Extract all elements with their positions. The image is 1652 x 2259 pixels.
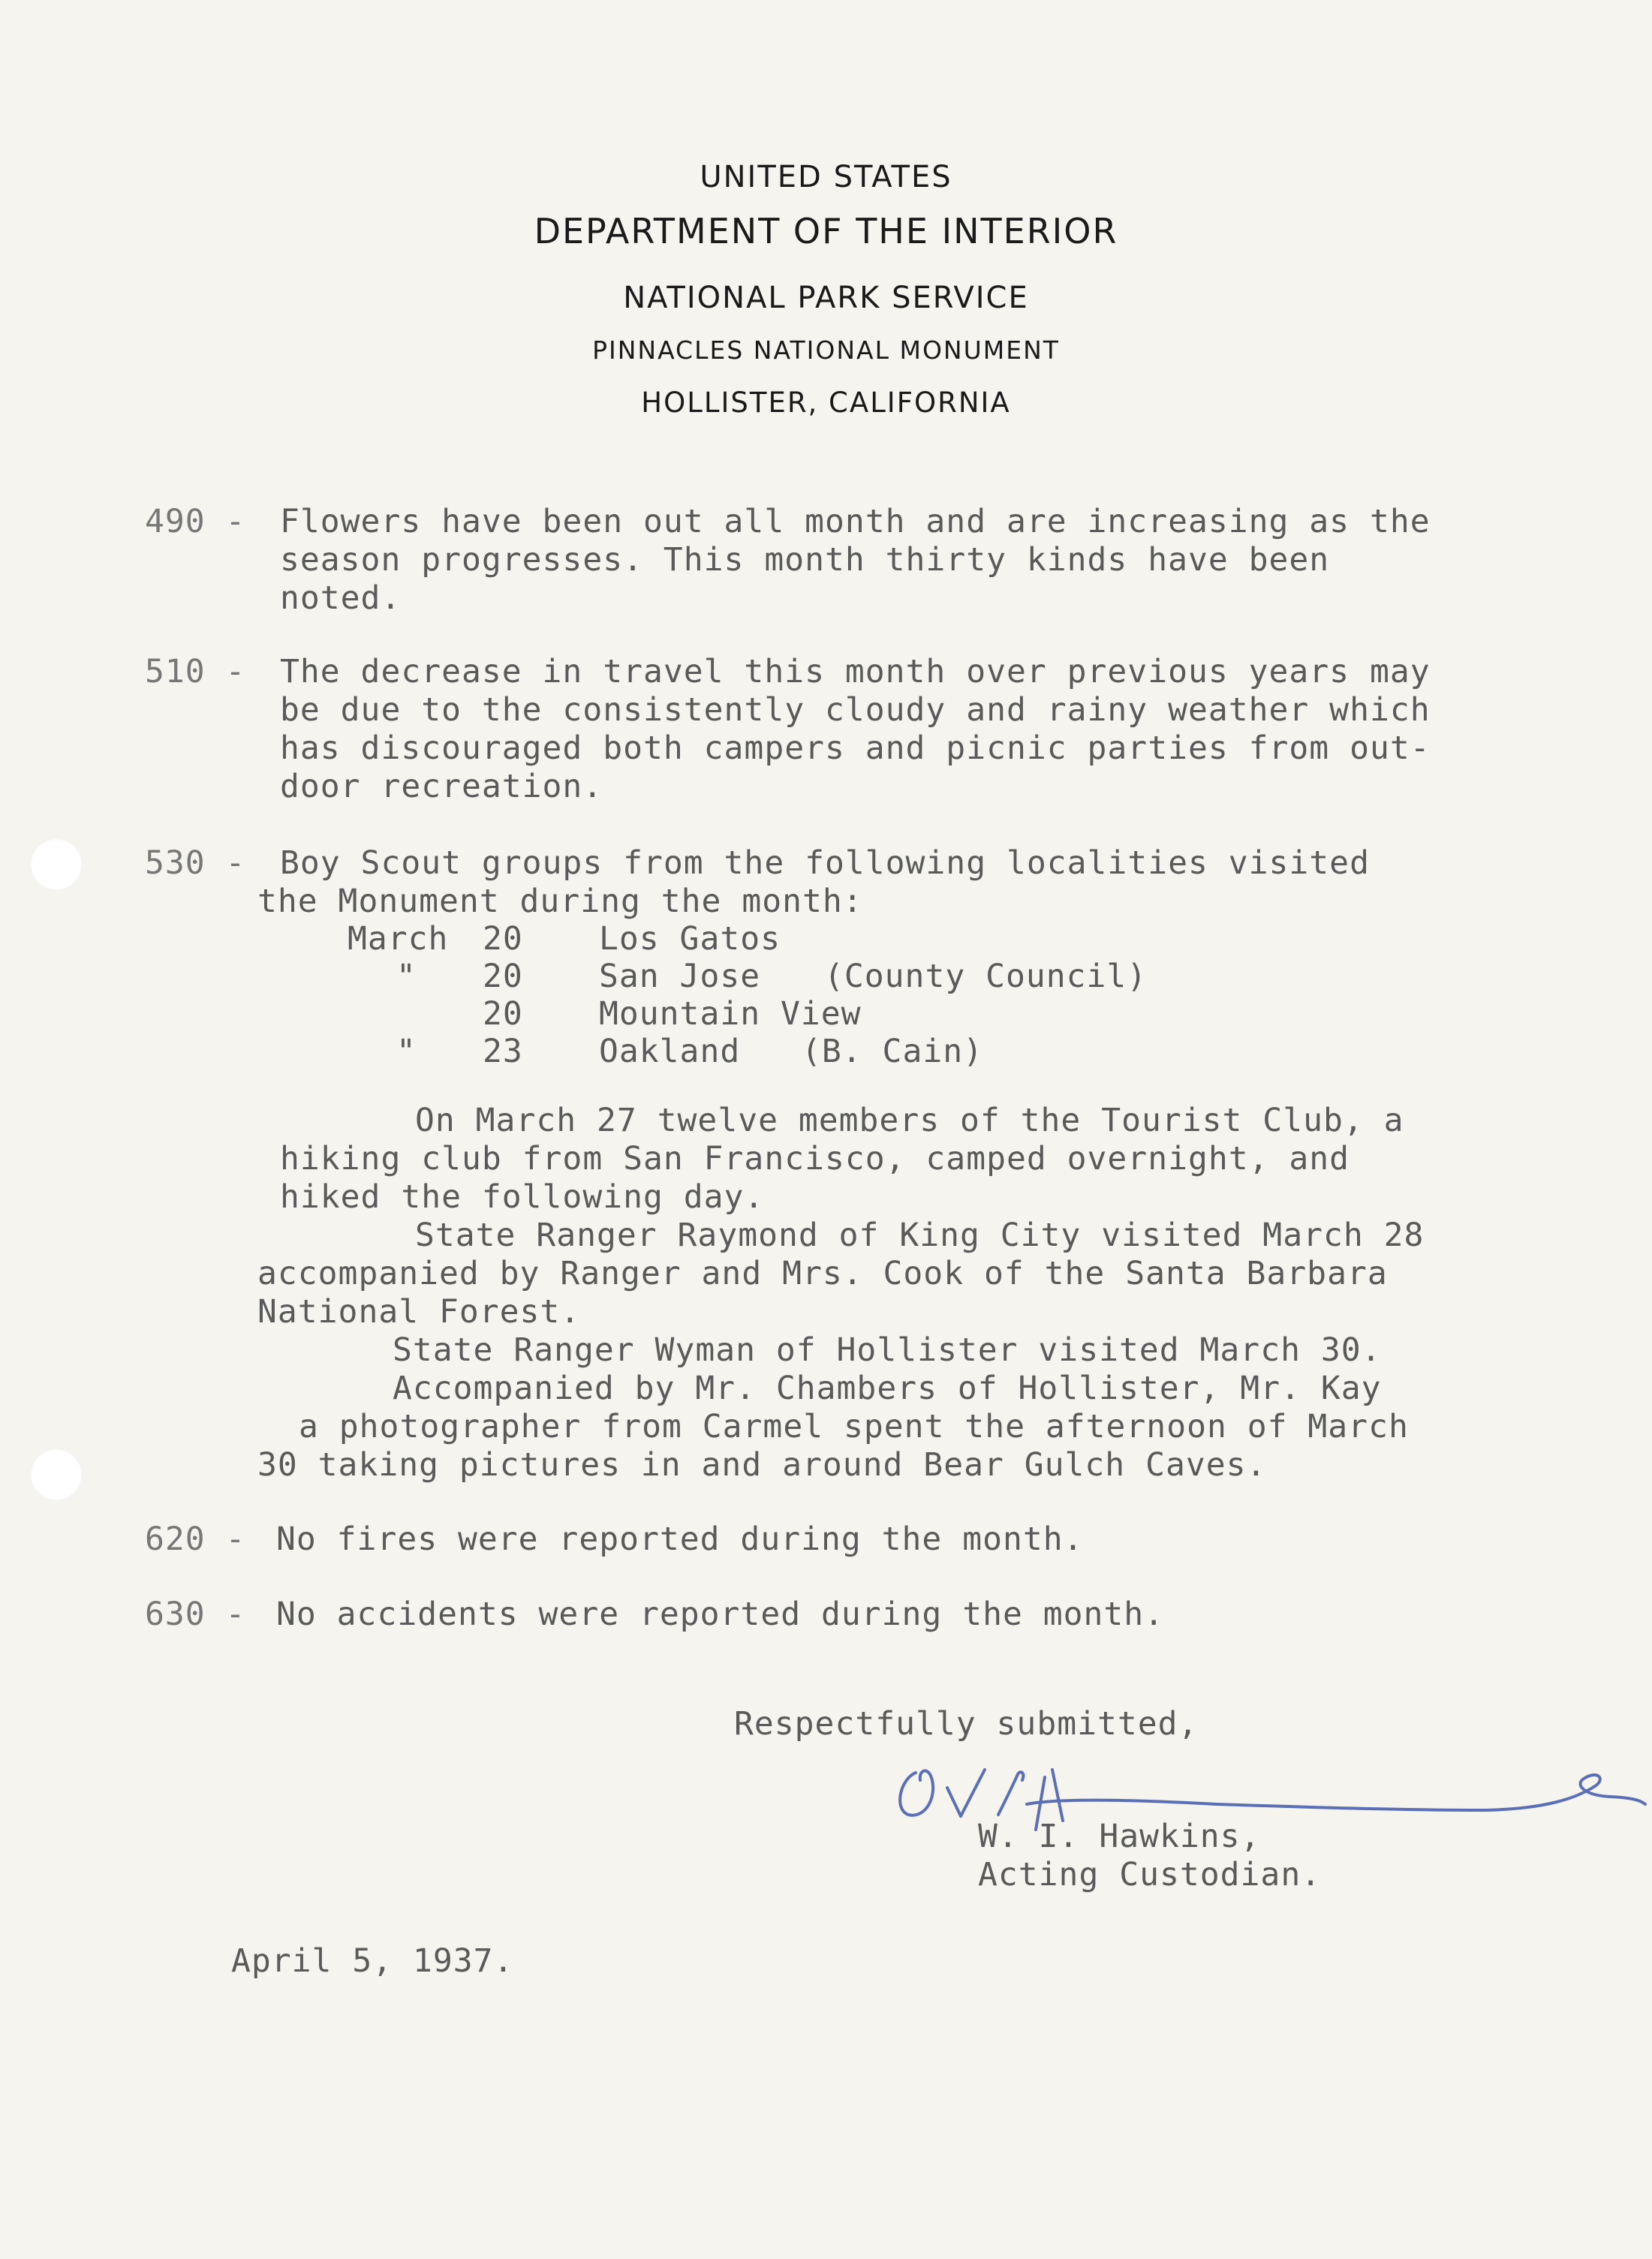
item-530-line-2: the Monument during the month: bbox=[257, 883, 863, 920]
closing-text: Respectfully submitted, bbox=[734, 1705, 1199, 1743]
letterhead-service: NATIONAL PARK SERVICE bbox=[623, 281, 1029, 315]
tourist-club-line-2: hiking club from San Francisco, camped overnight, and bbox=[280, 1140, 1350, 1178]
letterhead-monument: PINNACLES NATIONAL MONUMENT bbox=[592, 335, 1060, 365]
binder-hole-bottom bbox=[30, 1448, 83, 1501]
binder-hole-top bbox=[30, 838, 83, 891]
visit-day: 23 bbox=[483, 1033, 523, 1070]
item-510-line-4: door recreation. bbox=[280, 768, 603, 805]
item-code-490: 490 - bbox=[145, 503, 246, 540]
visit-day: 20 bbox=[483, 958, 523, 995]
raymond-line-3: National Forest. bbox=[257, 1293, 581, 1331]
visit-month: " bbox=[396, 958, 417, 995]
visit-note: (B. Cain) bbox=[802, 1033, 983, 1070]
item-code-620: 620 - bbox=[145, 1521, 246, 1558]
item-630-text: No accidents were reported during the month. bbox=[276, 1596, 1165, 1633]
photographer-line-1: Accompanied by Mr. Chambers of Hollister, Mr. Kay bbox=[393, 1370, 1382, 1407]
item-510-line-2: be due to the consistently cloudy and rainy weather which bbox=[280, 691, 1431, 729]
visit-day: 20 bbox=[483, 995, 523, 1033]
visit-note: (County Council) bbox=[824, 958, 1148, 995]
letterhead-department: DEPARTMENT OF THE INTERIOR bbox=[534, 211, 1118, 251]
visit-place: Oakland bbox=[599, 1033, 741, 1070]
photographer-line-2: a photographer from Carmel spent the afternoon of March bbox=[299, 1408, 1409, 1445]
visit-month: " bbox=[396, 1033, 417, 1070]
item-530-line-1: Boy Scout groups from the following localities visited bbox=[280, 844, 1370, 882]
item-code-510: 510 - bbox=[145, 653, 246, 690]
item-490-line-3: noted. bbox=[280, 579, 402, 617]
tourist-club-line-3: hiked the following day. bbox=[280, 1178, 765, 1216]
letterhead-location: HOLLISTER, CALIFORNIA bbox=[641, 387, 1011, 419]
photographer-line-3: 30 taking pictures in and around Bear Gulch Caves. bbox=[257, 1446, 1267, 1484]
wyman-line: State Ranger Wyman of Hollister visited March 30. bbox=[393, 1331, 1382, 1369]
visit-month: March bbox=[348, 920, 449, 958]
item-510-line-1: The decrease in travel this month over previous years may bbox=[280, 653, 1431, 690]
item-620-text: No fires were reported during the month. bbox=[276, 1521, 1084, 1558]
item-490-line-1: Flowers have been out all month and are increasing as the bbox=[280, 503, 1431, 540]
raymond-line-1: State Ranger Raymond of King City visited March 28 bbox=[415, 1217, 1425, 1254]
visit-place: Los Gatos bbox=[599, 920, 781, 958]
letterhead-country: UNITED STATES bbox=[700, 160, 952, 194]
visit-day: 20 bbox=[483, 920, 523, 958]
visit-place: San Jose bbox=[599, 958, 761, 995]
item-490-line-2: season progresses. This month thirty kinds have been bbox=[280, 541, 1330, 579]
document-date: April 5, 1937. bbox=[231, 1942, 514, 1980]
tourist-club-line-1: On March 27 twelve members of the Tourist Club, a bbox=[415, 1102, 1404, 1139]
item-code-630: 630 - bbox=[145, 1596, 246, 1633]
signer-title: Acting Custodian. bbox=[978, 1856, 1322, 1894]
item-code-530: 530 - bbox=[145, 844, 246, 882]
visit-place: Mountain View bbox=[599, 995, 862, 1033]
item-510-line-3: has discouraged both campers and picnic parties from out- bbox=[280, 729, 1431, 767]
signer-name: W. I. Hawkins, bbox=[978, 1818, 1261, 1855]
raymond-line-2: accompanied by Ranger and Mrs. Cook of the Santa Barbara bbox=[257, 1255, 1388, 1292]
